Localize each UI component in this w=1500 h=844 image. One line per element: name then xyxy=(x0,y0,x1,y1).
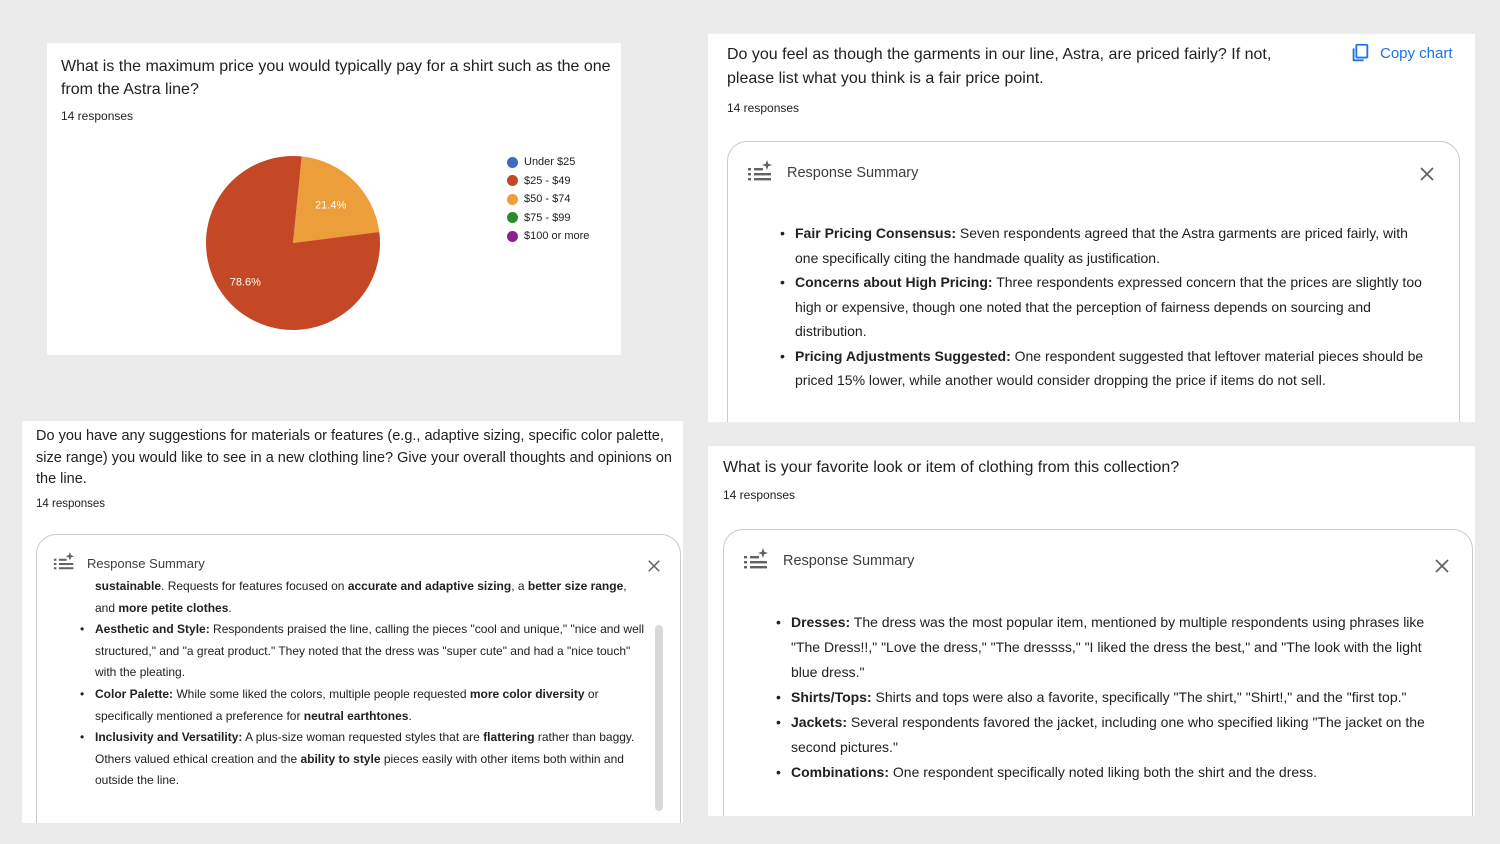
list-item: • Combinations: One respondent specifically noted liking both the shirt and the dress. xyxy=(791,760,1446,785)
legend-label: Under $25 xyxy=(524,156,576,169)
legend-item xyxy=(507,209,589,228)
legend-swatch xyxy=(507,231,518,242)
list-item: • Concerns about High Pricing: Three respondents expressed concern that the prices are slightly too high or expensive, though one noted that the perception of fairness depends on sourcing and distribution. xyxy=(795,270,1435,344)
response-count: 14 responses xyxy=(723,488,796,502)
legend-label: $100 or more xyxy=(524,230,590,243)
copy-chart-button[interactable] xyxy=(1349,42,1453,64)
list-item: • Inclusivity and Versatility: A plus-size woman requested styles that are flattering rather than baggy. Others valued ethical creation and the ability to style pieces easily with other items both within and outside the line. xyxy=(95,727,647,792)
legend-swatch xyxy=(507,212,518,223)
response-count: 14 responses xyxy=(727,101,800,115)
summary-title: Response Summary xyxy=(87,555,205,571)
legend-item xyxy=(507,227,589,246)
close-summary-button[interactable] xyxy=(1419,166,1435,187)
response-summary-panel xyxy=(36,534,681,823)
close-summary-button[interactable] xyxy=(647,559,661,578)
question-title: Do you feel as though the garments in our line, Astra, are priced fairly? If not, please list what you think is a fair price point. xyxy=(727,46,1272,87)
list-item: • Fair Pricing Consensus: Seven respondents agreed that the Astra garments are priced fairly, with one specifically citing the handmade quality as justification. xyxy=(795,221,1435,270)
list-item: • Shirts/Tops: Shirts and tops were also a favorite, specifically "The shirt," "Shirt!," and the "first top." xyxy=(791,685,1446,710)
question-card-favorite-look xyxy=(708,446,1475,816)
question-card-fair-price xyxy=(708,34,1475,422)
legend-swatch xyxy=(507,194,518,205)
legend-label: $50 - $74 xyxy=(524,193,571,206)
legend-swatch xyxy=(507,175,518,186)
list-item: • Pricing Adjustments Suggested: One respondent suggested that leftover material pieces should be priced 15% lower, while another would consider dropping the price if items do not sell. xyxy=(795,344,1435,393)
list-item: • Jackets: Several respondents favored the jacket, including one who specified liking "The jacket on the second pictures." xyxy=(791,710,1446,760)
question-card-max-price xyxy=(47,43,621,355)
question-title: Do you have any suggestions for materials or features (e.g., adaptive sizing, specific color palette, size range) you would like to see in a new clothing line? Give your overall thoughts and opinions on the line. xyxy=(36,428,672,487)
summary-scrollbar[interactable] xyxy=(655,625,663,811)
summary-bullets xyxy=(791,610,1446,785)
pie-slice-label: 21.4% xyxy=(315,199,347,212)
close-icon xyxy=(1434,558,1450,574)
list-item: • Color Palette: While some liked the colors, multiple people requested more color diversity or specifically mentioned a preference for neutral earthtones. xyxy=(95,684,647,727)
response-count: 14 responses xyxy=(36,498,106,510)
question-title: What is the maximum price you would typically pay for a shirt such as the one from the Astra line? xyxy=(61,58,611,98)
summary-sparkle-list-icon xyxy=(743,548,769,574)
summary-title: Response Summary xyxy=(787,165,919,181)
legend-item xyxy=(507,190,589,209)
close-icon xyxy=(647,559,661,573)
pie-slice-label: 78.6% xyxy=(229,276,261,289)
summary-title: Response Summary xyxy=(783,553,915,569)
summary-scroll-area[interactable] xyxy=(37,580,657,823)
list-item-continued: sustainable. Requests for features focused on accurate and adaptive sizing, a better size range, and more petite clothes. xyxy=(95,580,627,615)
list-item: • Aesthetic and Style: Respondents praised the line, calling the pieces "cool and unique," "nice and well structured," and "a great product." They noted that the dress was "super cute" and had a "nice touch" with the pleating. xyxy=(95,619,647,684)
summary-sparkle-list-icon xyxy=(747,160,773,186)
copy-chart-label: Copy chart xyxy=(1380,44,1453,62)
copy-icon xyxy=(1349,42,1371,64)
legend-item xyxy=(507,153,589,172)
question-card-suggestions xyxy=(22,421,683,823)
response-summary-panel xyxy=(723,529,1473,816)
legend-item xyxy=(507,172,589,191)
response-count: 14 responses xyxy=(61,109,134,123)
legend-label: $75 - $99 xyxy=(524,211,571,224)
question-title: What is your favorite look or item of clothing from this collection? xyxy=(723,459,1180,476)
close-summary-button[interactable] xyxy=(1434,558,1450,579)
summary-sparkle-list-icon xyxy=(53,552,75,574)
list-item: • Dresses: The dress was the most popular item, mentioned by multiple respondents using phrases like "The Dress!!," "Love the dress," "The dressss," "I liked the dress the best," and "The look with the light blue dress." xyxy=(791,610,1446,685)
summary-bullets xyxy=(795,221,1435,393)
close-icon xyxy=(1419,166,1435,182)
legend-label: $25 - $49 xyxy=(524,174,571,187)
response-summary-panel xyxy=(727,141,1460,422)
chart-legend xyxy=(507,153,589,246)
legend-swatch xyxy=(507,157,518,168)
